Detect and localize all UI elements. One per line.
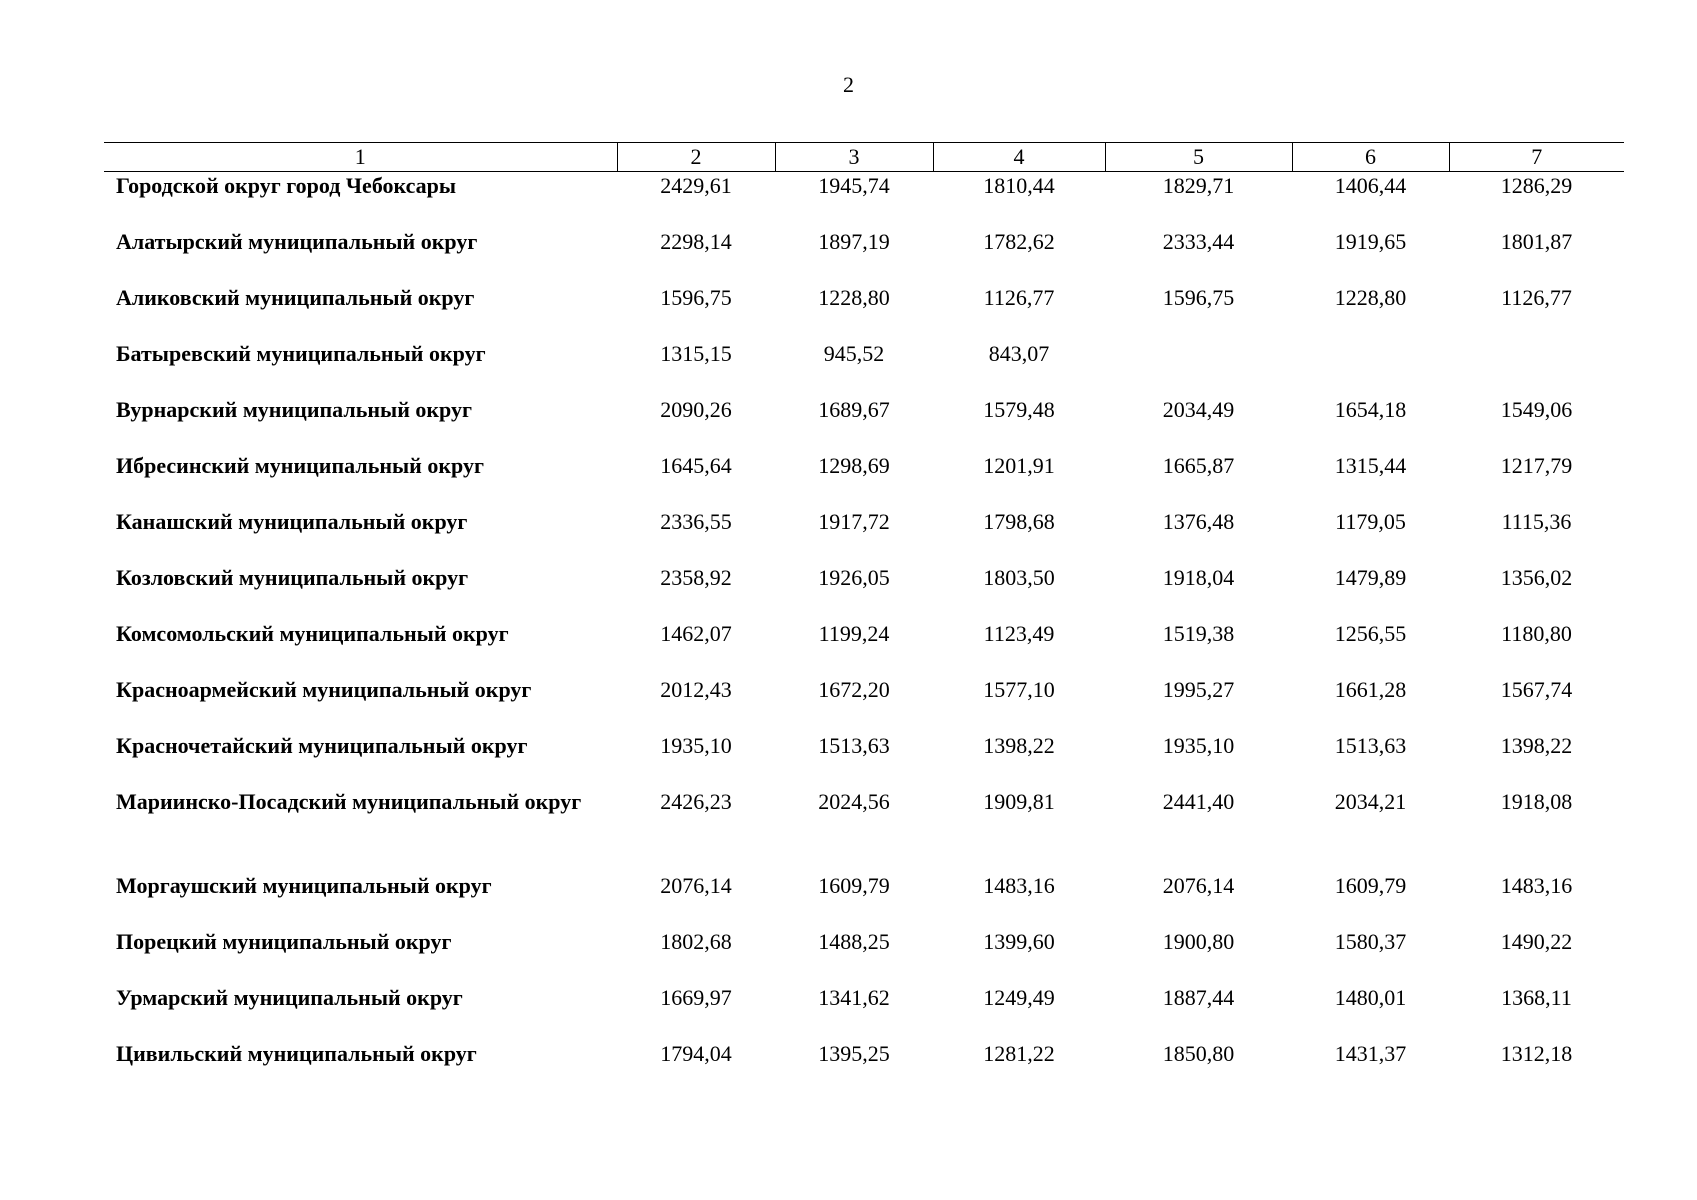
column-header: 2	[617, 143, 775, 172]
value-cell: 1802,68	[660, 929, 732, 954]
value-cell: 1479,89	[1334, 565, 1407, 590]
value-cell: 1829,71	[1162, 173, 1235, 198]
district-name: Порецкий муниципальный округ	[116, 929, 452, 954]
value-cell: 1580,37	[1334, 929, 1407, 954]
value-cell: 1577,10	[983, 677, 1055, 702]
table-row	[104, 872, 1624, 928]
value-cell: 2024,56	[818, 789, 890, 814]
table-row	[104, 340, 1624, 396]
value-cell: 1228,80	[1334, 285, 1407, 310]
value-cell: 1995,27	[1162, 677, 1235, 702]
value-cell: 2034,49	[1162, 397, 1235, 422]
table-row	[104, 1040, 1624, 1096]
value-cell: 2298,14	[660, 229, 732, 254]
value-cell: 1935,10	[660, 733, 732, 758]
value-cell: 1900,80	[1162, 929, 1235, 954]
value-cell: 1298,69	[818, 453, 890, 478]
value-cell: 1315,15	[660, 341, 732, 366]
district-name: Цивильский муниципальный округ	[116, 1041, 477, 1066]
value-cell: 1918,08	[1500, 789, 1573, 814]
value-cell: 1549,06	[1500, 397, 1573, 422]
value-cell: 1917,72	[818, 509, 890, 534]
value-cell: 2333,44	[1162, 229, 1235, 254]
value-cell: 1356,02	[1500, 565, 1573, 590]
value-cell: 1689,67	[818, 397, 890, 422]
value-cell: 1665,87	[1162, 453, 1235, 478]
table-row	[104, 508, 1624, 564]
value-cell: 1645,64	[660, 453, 732, 478]
value-cell: 1519,38	[1162, 621, 1235, 646]
table-row	[104, 284, 1624, 340]
district-name: Козловский муниципальный округ	[116, 565, 469, 590]
value-cell: 1669,97	[660, 985, 732, 1010]
value-cell: 2358,92	[660, 565, 732, 590]
value-cell: 1256,55	[1334, 621, 1407, 646]
value-cell: 1126,77	[983, 285, 1055, 310]
value-cell: 1201,91	[983, 453, 1055, 478]
column-header: 1	[104, 143, 617, 172]
column-header: 5	[1105, 143, 1292, 172]
value-cell: 2012,43	[660, 677, 732, 702]
value-cell: 1315,44	[1334, 453, 1407, 478]
table-row	[104, 676, 1624, 732]
table-row	[104, 732, 1624, 788]
value-cell: 1249,49	[983, 985, 1055, 1010]
value-cell: 2090,26	[660, 397, 732, 422]
value-cell: 1180,80	[1501, 621, 1572, 646]
table-row	[104, 228, 1624, 284]
table-row	[104, 984, 1624, 1040]
value-cell: 1887,44	[1162, 985, 1235, 1010]
column-header: 4	[933, 143, 1105, 172]
value-cell: 1794,04	[660, 1041, 732, 1066]
value-cell: 1801,87	[1500, 229, 1573, 254]
value-cell: 1376,48	[1162, 509, 1235, 534]
value-cell: 1935,10	[1162, 733, 1235, 758]
value-cell: 1672,20	[818, 677, 890, 702]
district-name: Моргаушский муниципальный округ	[116, 873, 492, 898]
value-cell: 1810,44	[983, 173, 1055, 198]
value-cell: 1312,18	[1500, 1041, 1573, 1066]
value-cell: 1462,07	[660, 621, 732, 646]
value-cell: 1926,05	[818, 565, 890, 590]
value-cell: 1217,79	[1500, 453, 1573, 478]
value-cell: 1341,62	[818, 985, 890, 1010]
district-name: Ибресинский муниципальный округ	[116, 453, 484, 478]
header-row	[104, 143, 1624, 172]
district-name: Мариинско-Посадский муниципальный округ	[116, 789, 582, 814]
district-name: Городской округ город Чебоксары	[116, 173, 457, 198]
value-cell: 1661,28	[1334, 677, 1407, 702]
value-cell: 2426,23	[660, 789, 732, 814]
data-table	[104, 142, 1624, 1096]
value-cell: 1609,79	[1334, 873, 1407, 898]
value-cell: 1480,01	[1334, 985, 1407, 1010]
value-cell: 1281,22	[983, 1041, 1055, 1066]
value-cell: 1567,74	[1500, 677, 1573, 702]
value-cell: 1945,74	[818, 173, 890, 198]
data-table-container	[104, 142, 1624, 1096]
value-cell	[1292, 340, 1449, 396]
value-cell: 2076,14	[660, 873, 732, 898]
value-cell: 1123,49	[983, 621, 1055, 646]
value-cell: 1399,60	[983, 929, 1055, 954]
table-row	[104, 788, 1624, 872]
value-cell: 2441,40	[1162, 789, 1235, 814]
district-name: Красночетайский муниципальный округ	[116, 733, 528, 758]
table-row	[104, 172, 1624, 229]
value-cell: 1513,63	[818, 733, 890, 758]
table-row	[104, 928, 1624, 984]
district-name: Батыревский муниципальный округ	[116, 341, 486, 366]
value-cell: 2336,55	[660, 509, 732, 534]
value-cell: 1398,22	[1500, 733, 1573, 758]
district-name: Канашский муниципальный округ	[116, 509, 468, 534]
district-name: Алатырский муниципальный округ	[116, 229, 478, 254]
value-cell: 1850,80	[1162, 1041, 1235, 1066]
district-name: Урмарский муниципальный округ	[116, 985, 463, 1010]
value-cell: 1782,62	[983, 229, 1055, 254]
value-cell: 843,07	[988, 341, 1050, 366]
value-cell: 1513,63	[1334, 733, 1407, 758]
value-cell: 1228,80	[818, 285, 890, 310]
value-cell: 1579,48	[983, 397, 1055, 422]
value-cell: 2034,21	[1334, 789, 1407, 814]
column-header: 7	[1449, 143, 1624, 172]
column-header: 3	[775, 143, 933, 172]
value-cell: 1798,68	[983, 509, 1055, 534]
page-number: 2	[843, 72, 854, 97]
value-cell: 1406,44	[1334, 173, 1407, 198]
table-row	[104, 396, 1624, 452]
value-cell: 1919,65	[1334, 229, 1407, 254]
value-cell: 1609,79	[818, 873, 890, 898]
value-cell: 1596,75	[660, 285, 732, 310]
value-cell: 2429,61	[660, 173, 732, 198]
value-cell: 1803,50	[983, 565, 1055, 590]
column-header: 6	[1292, 143, 1449, 172]
value-cell: 1490,22	[1500, 929, 1573, 954]
table-row	[104, 620, 1624, 676]
value-cell: 1199,24	[818, 621, 890, 646]
value-cell: 1431,37	[1334, 1041, 1407, 1066]
value-cell: 1368,11	[1501, 985, 1572, 1010]
table-row	[104, 564, 1624, 620]
value-cell: 1286,29	[1500, 173, 1573, 198]
district-name: Аликовский муниципальный округ	[116, 285, 475, 310]
value-cell: 945,52	[823, 341, 885, 366]
table-body	[104, 172, 1624, 1097]
value-cell: 1483,16	[1500, 873, 1573, 898]
value-cell: 1654,18	[1334, 397, 1407, 422]
value-cell: 1395,25	[818, 1041, 890, 1066]
value-cell: 1115,36	[1501, 509, 1572, 534]
value-cell: 1179,05	[1335, 509, 1406, 534]
value-cell: 1398,22	[983, 733, 1055, 758]
district-name: Комсомольский муниципальный округ	[116, 621, 509, 646]
value-cell	[1105, 340, 1292, 396]
value-cell: 1488,25	[818, 929, 890, 954]
table-header	[104, 143, 1624, 172]
district-name: Вурнарский муниципальный округ	[116, 397, 472, 422]
value-cell: 1918,04	[1162, 565, 1235, 590]
value-cell: 1897,19	[818, 229, 890, 254]
district-name: Красноармейский муниципальный округ	[116, 677, 532, 702]
value-cell: 1909,81	[983, 789, 1055, 814]
value-cell: 1126,77	[1501, 285, 1572, 310]
value-cell	[1449, 340, 1624, 396]
value-cell: 2076,14	[1162, 873, 1235, 898]
value-cell: 1596,75	[1162, 285, 1235, 310]
table-row	[104, 452, 1624, 508]
value-cell: 1483,16	[983, 873, 1055, 898]
